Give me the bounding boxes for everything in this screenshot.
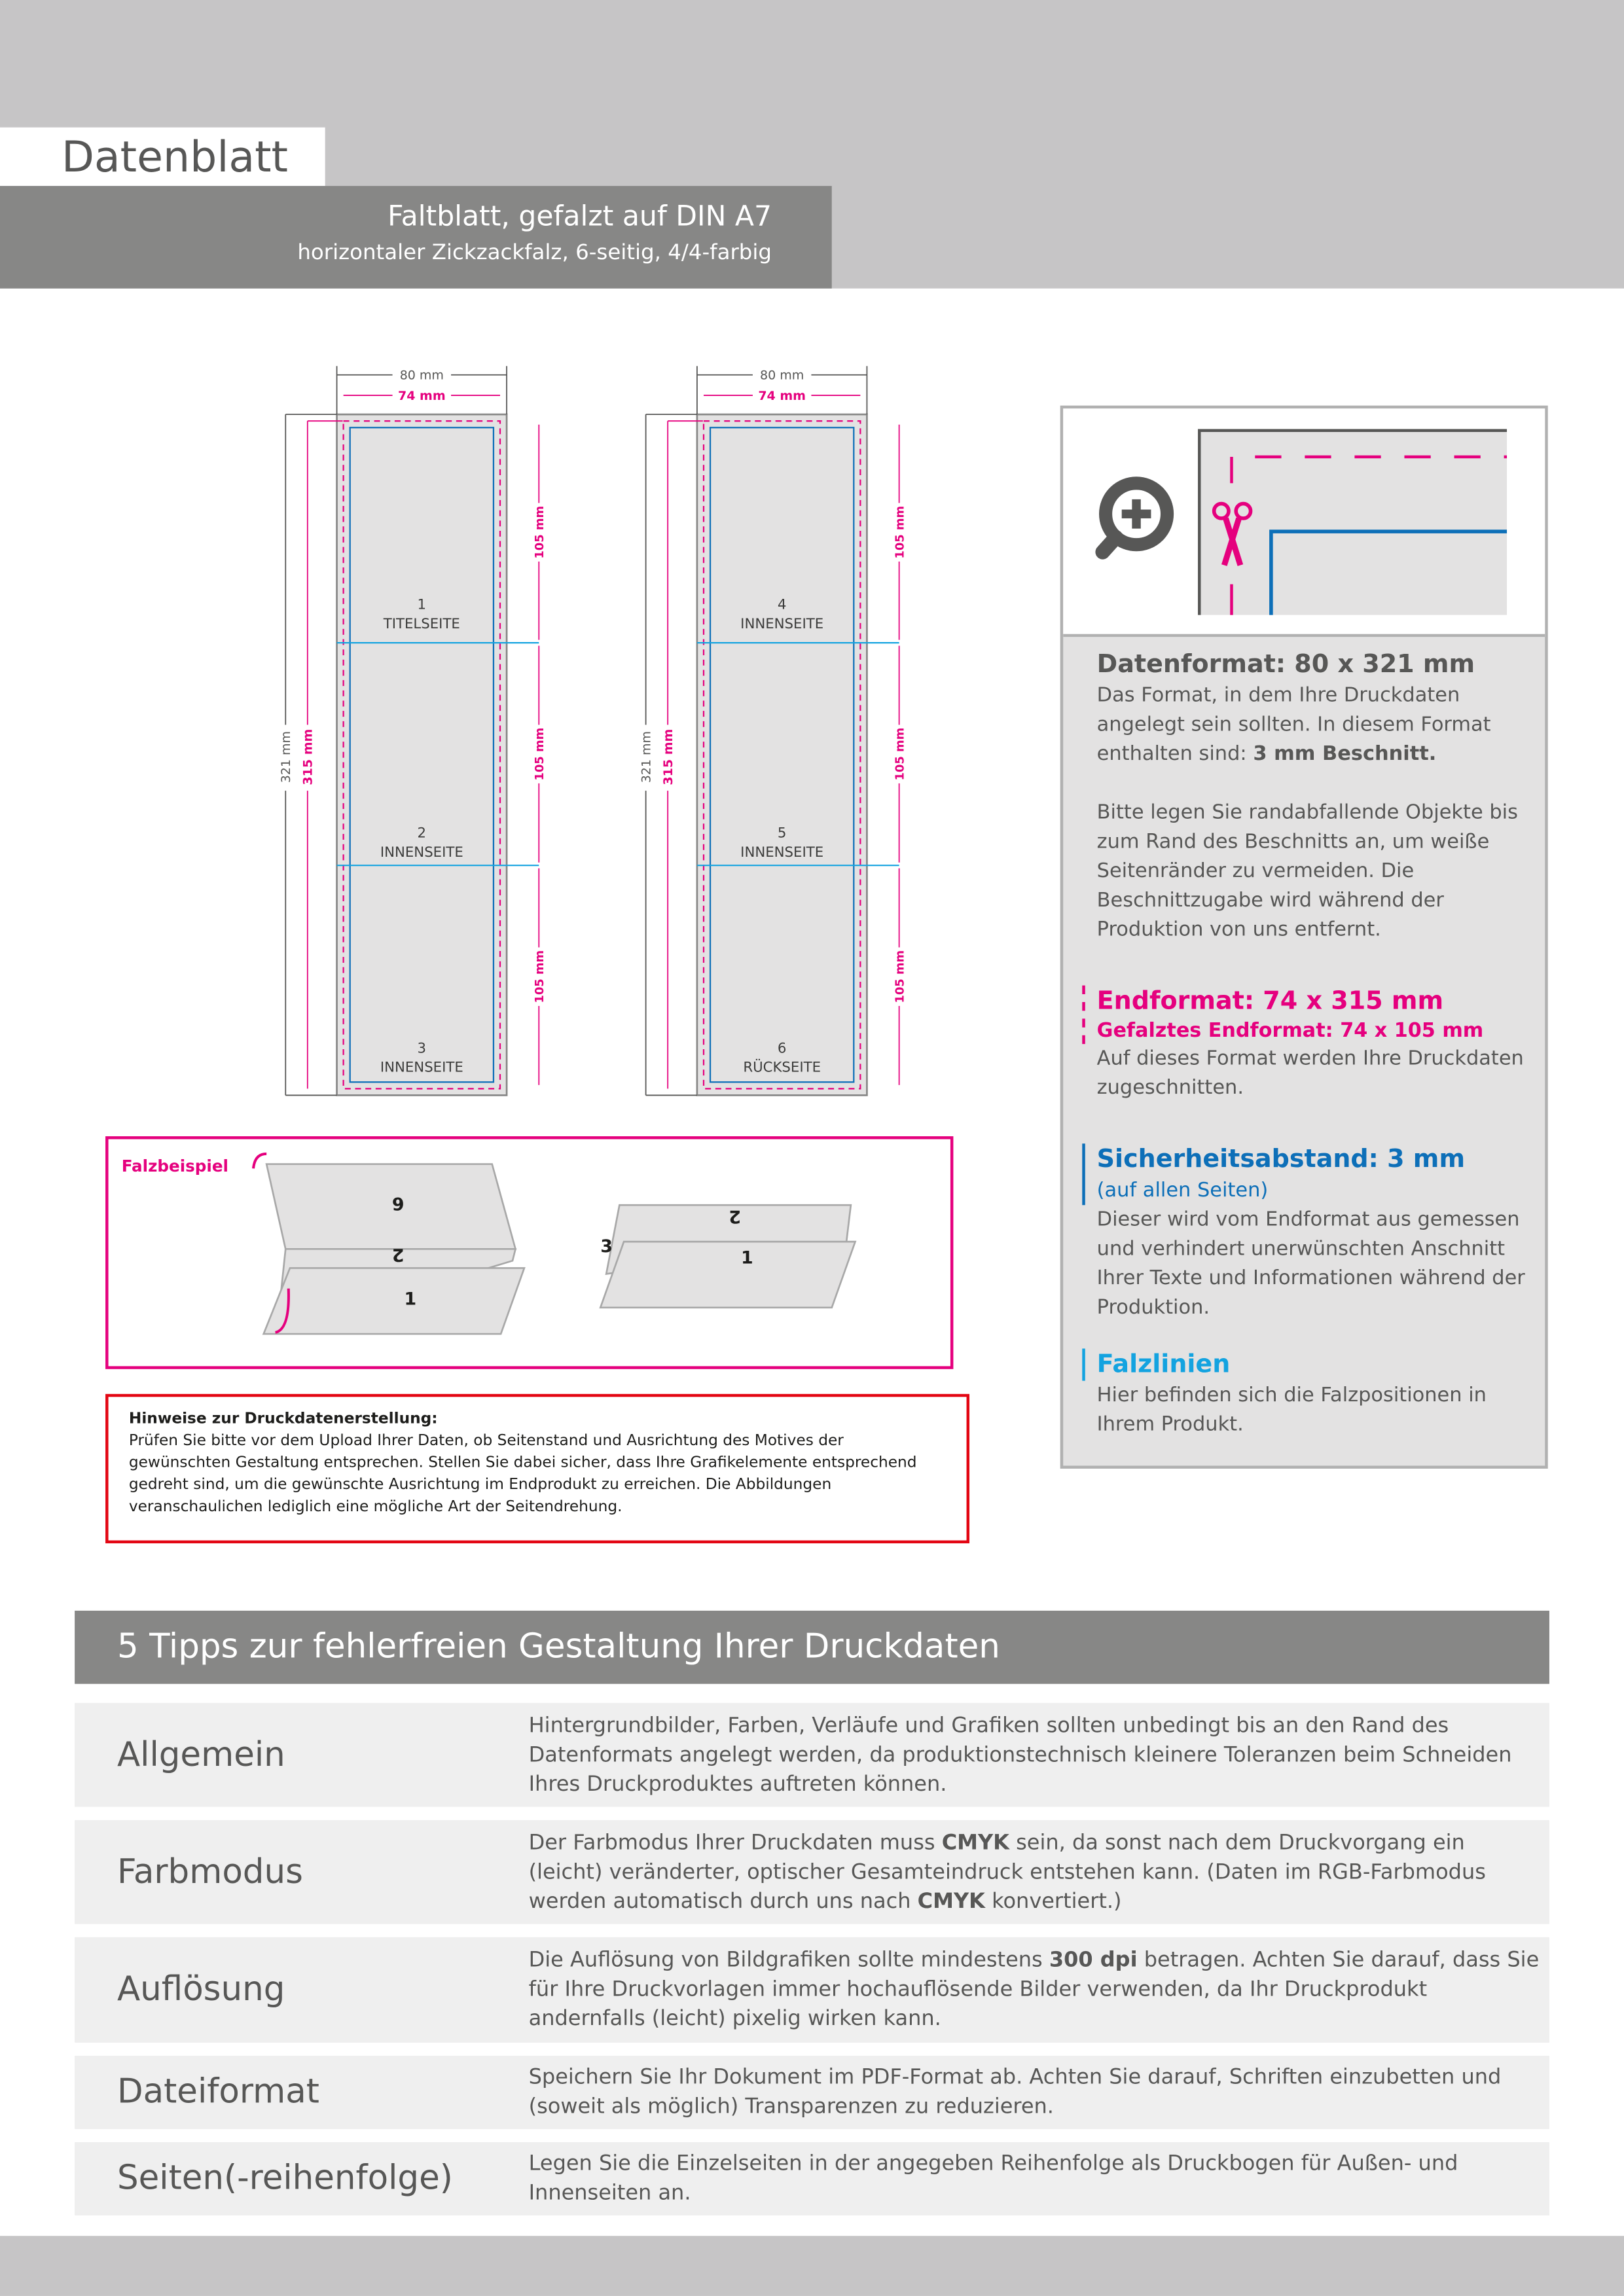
- tip-row: [75, 1937, 1549, 2043]
- sheet-back: [638, 366, 908, 1095]
- sheet-front: [278, 366, 548, 1095]
- footer-band: [0, 2236, 1624, 2296]
- product-title: Faltblatt, gefalzt auf DIN A7: [388, 200, 772, 233]
- data-format-area: [697, 414, 867, 1095]
- safety-sub: (auf allen Seiten): [1096, 1178, 1269, 1202]
- safety-title: Sicherheitsabstand: 3 mm: [1096, 1145, 1466, 1175]
- dim-width-total: 80 mm: [399, 368, 444, 383]
- tip-text: Hintergrundbilder, Farben, Verläufe und Grafiken sollten unbedingt bis an den Rand des Datenformats angelegt werden, da produktionstechnisch kleinere Toleranzen beim Schneiden Ihres Druckproduktes auftreten können.: [528, 1713, 1512, 1796]
- tip-label: Dateiformat: [117, 2073, 319, 2112]
- dim-panel-height: 105 mm: [533, 727, 547, 781]
- safety-text: Dieser wird vom Endformat aus gemessen und verhindert unerwünschten Anschnitt Ihrer Texte und Informationen während der Produktion.: [1096, 1208, 1525, 1319]
- fold-text: Hier befinden sich die Falzpositionen in Ihrem Produkt.: [1096, 1384, 1487, 1437]
- tip-label: Auflösung: [117, 1971, 285, 2009]
- page-label: RÜCKSEITE: [743, 1059, 821, 1076]
- info-panel: [1060, 406, 1548, 1469]
- dim-width-final: 74 mm: [758, 388, 806, 403]
- page-number: 3: [417, 1040, 427, 1057]
- tip-label: Seiten(-reihenfolge): [117, 2159, 453, 2198]
- datenformat-title: Datenformat: 80 x 321 mm: [1096, 650, 1475, 680]
- dim-height-final: 315 mm: [300, 728, 316, 785]
- detail-illustration: [1063, 408, 1545, 637]
- fold-page: 1: [741, 1247, 753, 1268]
- dim-panel-height: 105 mm: [533, 950, 547, 1003]
- dim-panel-height: 105 mm: [893, 950, 907, 1003]
- page-number: 4: [777, 596, 787, 613]
- fold-example-box: [105, 1136, 953, 1369]
- tip-text: Der Farbmodus Ihrer Druckdaten muss CMYK sein, da sonst nach dem Druckvorgang ein (leicht) veränderter, optischer Gesamteindruck entstehen kann. (Daten im RGB-Farbmodus werden automatisch durch uns nach CMYK konvertiert.): [528, 1831, 1486, 1913]
- fold-page: 3: [600, 1236, 613, 1257]
- tips-heading: 5 Tipps zur fehlerfreien Gestaltung Ihrer Druckdaten: [75, 1611, 1549, 1684]
- tip-text: Die Auflösung von Bildgrafiken sollte mindestens 300 dpi betragen. Achten Sie darauf, dass Sie für Ihre Druckvorlagen immer hochauflösende Bilder verwenden, da Ihr Druckprodukt andernfalls (leicht) pixelig wirken kann.: [528, 1948, 1540, 2031]
- page-number: 2: [417, 825, 427, 842]
- dim-height-total: 321 mm: [639, 730, 654, 783]
- dim-panel-height: 105 mm: [893, 505, 907, 559]
- page-title: Datenblatt: [0, 128, 325, 186]
- dim-height-final: 315 mm: [660, 728, 676, 785]
- page-number: 5: [777, 825, 787, 842]
- zoom-in-icon: [1103, 483, 1167, 552]
- product-specs: horizontaler Zickzackfalz, 6-seitig, 4/4-farbig: [297, 242, 772, 265]
- page-label: INNENSEITE: [380, 844, 463, 861]
- tip-text: Speichern Sie Ihr Dokument im PDF-Format ab. Achten Sie darauf, Schriften einzubetten und (soweit als möglich) Transparenzen zu reduzieren.: [528, 2066, 1502, 2119]
- page-number: 1: [417, 596, 427, 613]
- page-label: TITELSEITE: [383, 615, 460, 632]
- page-label: INNENSEITE: [740, 615, 824, 632]
- endformat-title: Endformat: 74 x 315 mm: [1096, 986, 1444, 1016]
- tip-row: [75, 2056, 1549, 2129]
- dim-height-total: 321 mm: [278, 730, 293, 783]
- dim-width-final: 74 mm: [397, 388, 446, 403]
- datenformat-bold: 3 mm Beschnitt.: [1253, 742, 1437, 766]
- tip-label: Farbmodus: [117, 1853, 303, 1892]
- endformat-sub: Gefalztes Endformat: 74 x 105 mm: [1096, 1019, 1484, 1043]
- bleed-text: Bitte legen Sie randabfallende Objekte bis zum Rand des Beschnitts an, um weiße Seitenränder zu vermeiden. Die Beschnittzugabe wird während der Produktion von uns entfernt.: [1096, 800, 1518, 942]
- page-label: INNENSEITE: [740, 844, 824, 861]
- fold-title: Falzlinien: [1096, 1350, 1231, 1380]
- fold-example-label: Falzbeispiel: [121, 1157, 229, 1176]
- datenformat-text: Das Format, in dem Ihre Druckdaten angelegt sein sollten. In diesem Format enthalten sind:: [1096, 683, 1491, 766]
- page-number: 6: [777, 1040, 787, 1057]
- hint-title: Hinweise zur Druckdatenerstellung:: [128, 1410, 438, 1428]
- tip-label: Allgemein: [117, 1736, 285, 1774]
- fold-page: 6: [391, 1193, 405, 1214]
- print-hint-box: [105, 1394, 969, 1543]
- page-label: INNENSEITE: [380, 1059, 463, 1076]
- dim-panel-height: 105 mm: [893, 727, 907, 781]
- tip-row: [75, 1703, 1549, 1807]
- fold-page: 1: [404, 1289, 417, 1310]
- fold-page: 2: [729, 1206, 742, 1227]
- tip-row: [75, 2142, 1549, 2215]
- tip-row: [75, 1820, 1549, 1924]
- dim-width-total: 80 mm: [760, 368, 804, 383]
- fold-page: 2: [391, 1244, 405, 1265]
- tip-text: Legen Sie die Einzelseiten in der angegeben Reihenfolge als Druckbogen für Außen- und Innenseiten an.: [528, 2152, 1458, 2206]
- layout-diagram: [0, 0, 1025, 1113]
- hint-text: Prüfen Sie bitte vor dem Upload Ihrer Daten, ob Seitenstand und Ausrichtung des Motives der gewünschten Gestaltung entsprechen. Stellen Sie dabei sicher, dass Ihre Grafikelemente entsprechend gedreht sind, um die gewünschte Ausrichtung im Endprodukt zu erreichen. Die Abbildungen veranschaulichen lediglich eine mögliche Art der Seitendrehung.: [128, 1431, 917, 1516]
- panel-text: [1097, 649, 1536, 1439]
- fold-arrow-icon: [253, 1154, 266, 1168]
- endformat-text: Auf dieses Format werden Ihre Druckdaten zugeschnitten.: [1096, 1047, 1524, 1100]
- data-format-area: [337, 414, 507, 1095]
- dim-panel-height: 105 mm: [533, 505, 547, 559]
